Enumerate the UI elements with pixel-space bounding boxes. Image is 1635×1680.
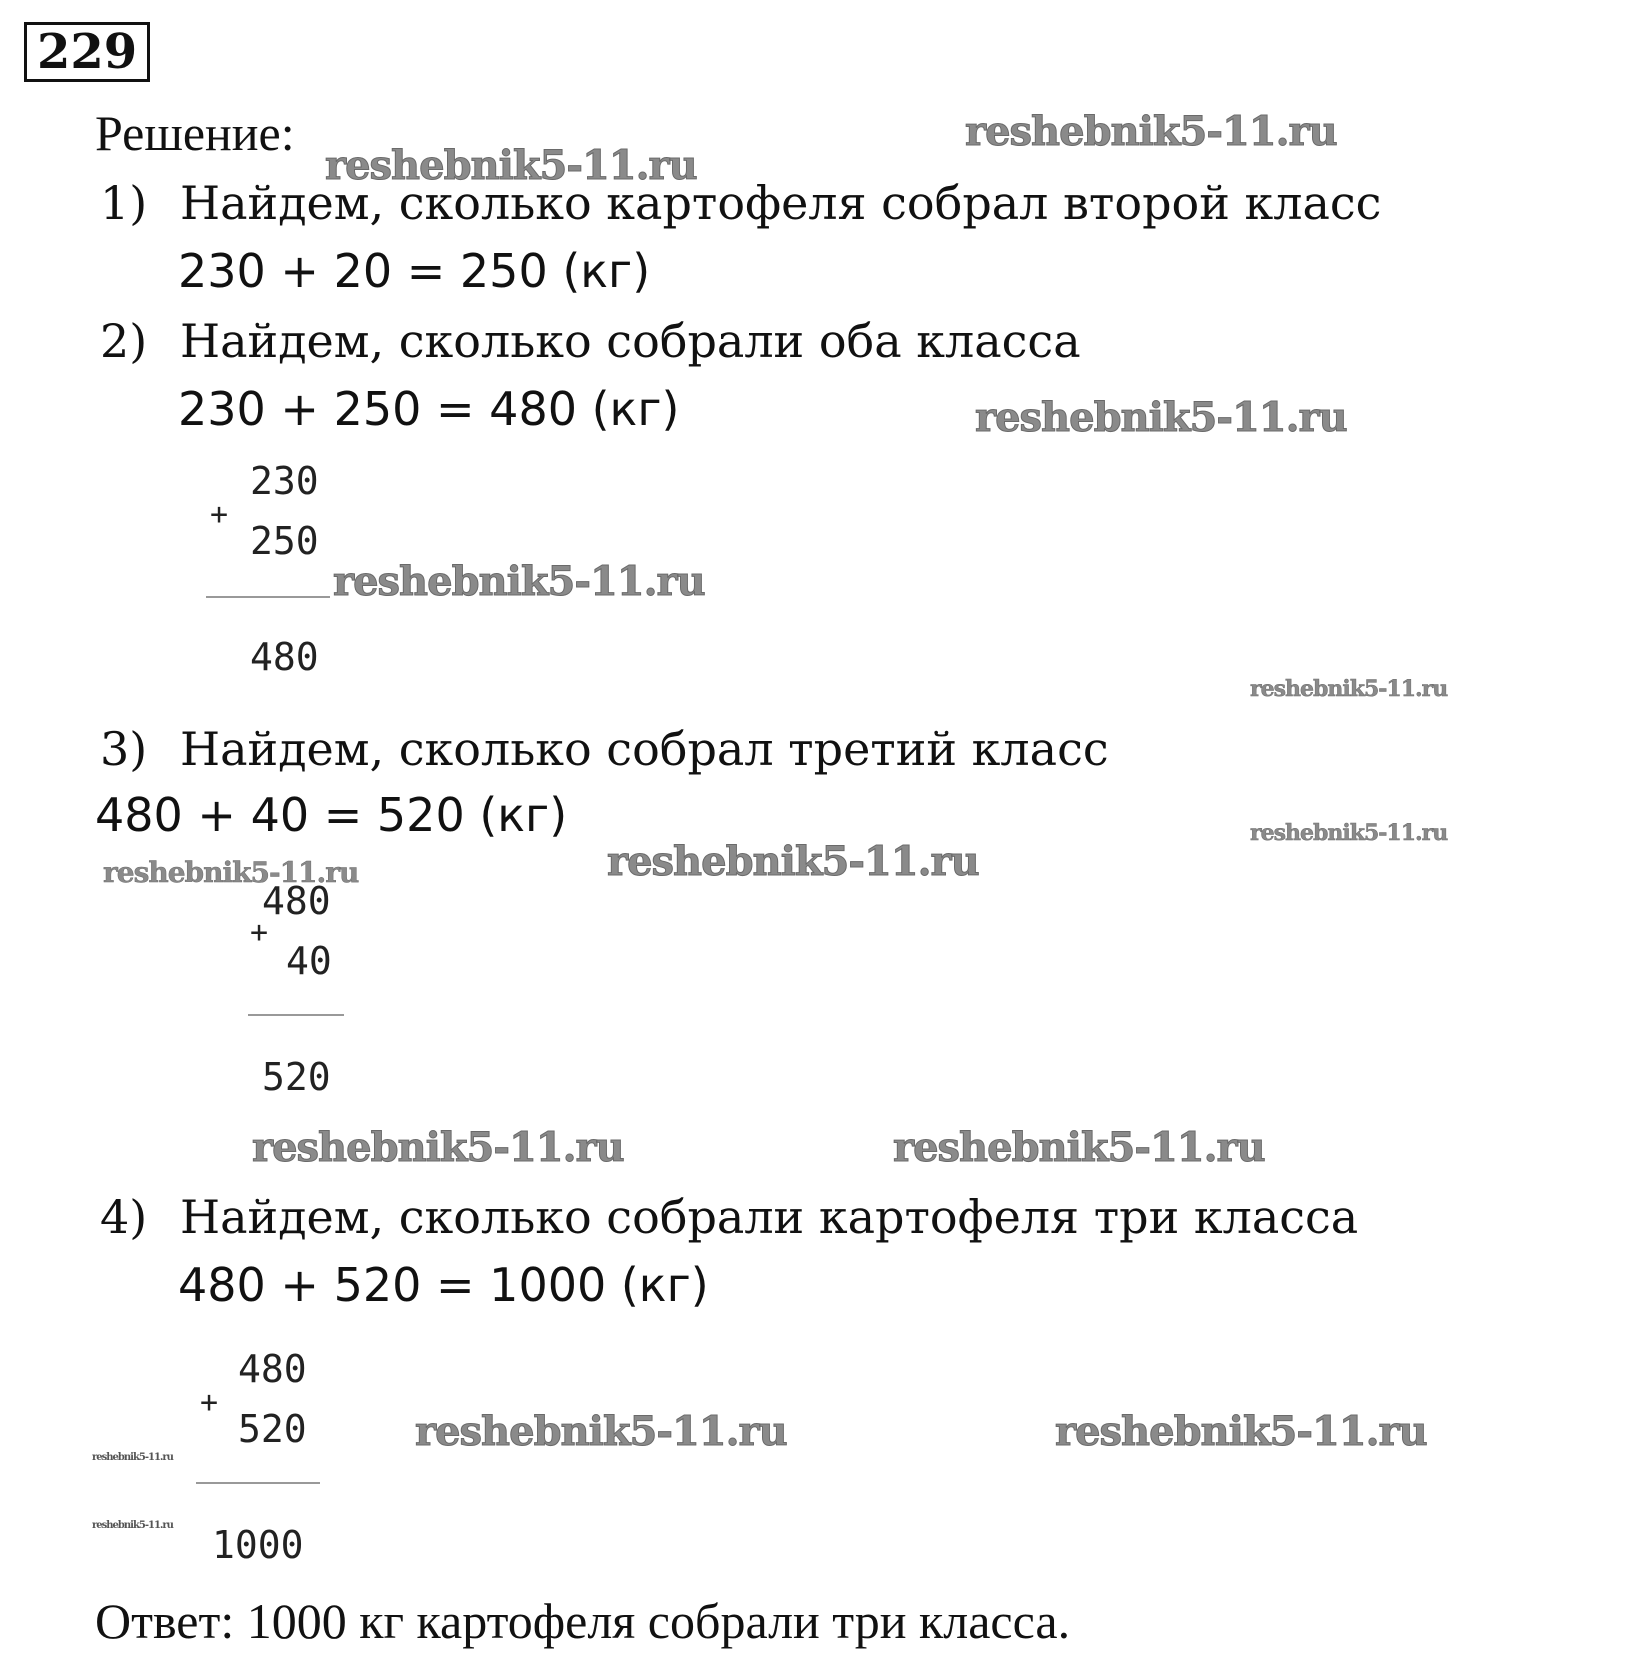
step-2-number: 2) xyxy=(100,314,148,368)
watermark: reshebnik5-11.ru xyxy=(252,1124,624,1171)
step-3 xyxy=(100,722,1109,776)
step-2-equation: 230 + 250 = 480 (кг) xyxy=(178,382,680,436)
column-2-bottom: 40 xyxy=(286,939,332,983)
watermark: reshebnik5-11.ru xyxy=(325,142,697,189)
step-1-equation: 230 + 20 = 250 (кг) xyxy=(178,244,651,298)
step-4-equation: 480 + 520 = 1000 (кг) xyxy=(178,1258,709,1312)
column-3-plus-sign: + xyxy=(200,1385,219,1420)
column-3-top: 480 xyxy=(238,1347,307,1391)
watermark: reshebnik5-11.ru xyxy=(333,558,705,605)
answer-text: Ответ: 1000 кг картофеля собрали три класса. xyxy=(95,1593,1071,1649)
step-1 xyxy=(100,176,1382,230)
watermark: reshebnik5-11.ru xyxy=(103,856,359,889)
watermark: reshebnik5-11.ru xyxy=(92,1452,173,1463)
column-1-plus-sign: + xyxy=(210,497,229,532)
step-2 xyxy=(100,314,1081,368)
column-1-top: 230 xyxy=(250,459,319,503)
solution-label: Решение: xyxy=(95,105,295,161)
watermark: reshebnik5-11.ru xyxy=(92,1520,173,1531)
column-3-bottom: 520 xyxy=(238,1407,307,1451)
step-4 xyxy=(100,1190,1359,1244)
watermark: reshebnik5-11.ru xyxy=(1055,1408,1427,1455)
step-4-number: 4) xyxy=(100,1190,148,1244)
watermark: reshebnik5-11.ru xyxy=(415,1408,787,1455)
watermark: reshebnik5-11.ru xyxy=(975,394,1347,441)
step-3-text: Найдем, сколько собрал третий класс xyxy=(180,722,1109,776)
step-1-number: 1) xyxy=(100,176,148,230)
column-1-rule xyxy=(206,596,330,598)
column-3-rule xyxy=(196,1482,320,1484)
column-3-result: 1000 xyxy=(212,1523,304,1567)
column-1-bottom: 250 xyxy=(250,519,319,563)
watermark: reshebnik5-11.ru xyxy=(1250,820,1448,846)
step-2-text: Найдем, сколько собрали оба класса xyxy=(180,314,1081,368)
column-2-top: 480 xyxy=(262,879,331,923)
column-2-rule xyxy=(248,1014,344,1016)
watermark: reshebnik5-11.ru xyxy=(1250,676,1448,702)
watermark: reshebnik5-11.ru xyxy=(607,838,979,885)
column-2-result: 520 xyxy=(262,1055,331,1099)
step-3-equation: 480 + 40 = 520 (кг) xyxy=(95,788,568,842)
step-4-text: Найдем, сколько собрали картофеля три класса xyxy=(180,1190,1359,1244)
column-1-result: 480 xyxy=(250,635,319,679)
watermark: reshebnik5-11.ru xyxy=(893,1124,1265,1171)
watermark: reshebnik5-11.ru xyxy=(965,108,1337,155)
step-1-text: Найдем, сколько картофеля собрал второй класс xyxy=(180,176,1382,230)
step-3-number: 3) xyxy=(100,722,148,776)
column-2-plus-sign: + xyxy=(250,915,269,950)
task-number: 229 xyxy=(24,22,150,82)
